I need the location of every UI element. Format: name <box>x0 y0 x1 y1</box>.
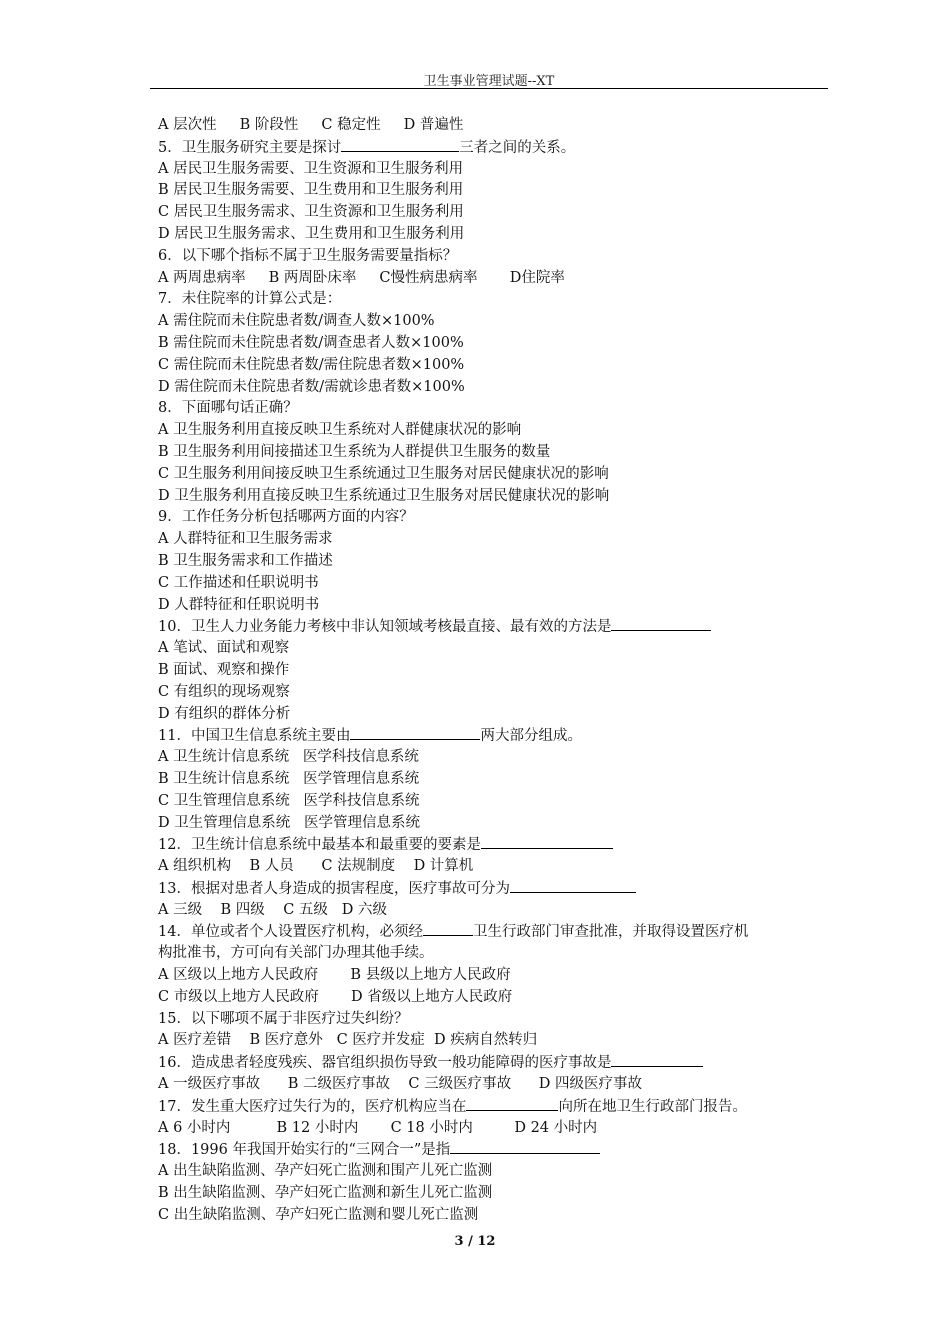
answer-blank <box>510 878 636 893</box>
text-line <box>158 1139 830 1161</box>
line-text: 构批准书，方可向有关部门办理其他手续。 <box>158 945 434 962</box>
text-line <box>158 616 830 638</box>
text-line <box>158 747 830 769</box>
answer-blank <box>466 1096 558 1111</box>
line-text: 18．1996 年我国开始实行的“三网合一”是指 <box>158 1142 451 1159</box>
line-text: B 需住院而未住院患者数/调查患者人数×100% <box>158 334 464 351</box>
line-text: A 居民卫生服务需要、卫生资源和卫生服务利用 <box>158 160 464 177</box>
line-text: 17．发生重大医疗过失行为的，医疗机构应当在 <box>158 1098 467 1115</box>
line-text-after-blank: 三者之间的关系。 <box>459 139 576 156</box>
line-text: 13．根据对患者人身造成的损害程度，医疗事故可分为 <box>158 880 510 897</box>
line-text: C 工作描述和任职说明书 <box>158 574 319 591</box>
answer-blank <box>481 834 613 849</box>
text-line <box>158 420 830 442</box>
text-line <box>158 159 830 181</box>
text-line <box>158 834 830 856</box>
text-line <box>158 1205 830 1227</box>
line-text: D 人群特征和任职说明书 <box>158 596 320 613</box>
line-text: B 出生缺陷监测、孕产妇死亡监测和新生儿死亡监测 <box>158 1185 493 1202</box>
text-line <box>158 1118 830 1140</box>
line-text: A 层次性 B 阶段性 C 稳定性 D 普遍性 <box>158 117 464 133</box>
line-text: 9．工作任务分析包括哪两方面的内容？ <box>158 509 414 526</box>
text-line <box>158 638 830 660</box>
line-text: A 一级医疗事故 B 二级医疗事故 C 三级医疗事故 D 四级医疗事故 <box>158 1076 643 1093</box>
text-line <box>158 224 830 246</box>
answer-blank <box>450 1139 600 1154</box>
text-line <box>158 507 830 529</box>
line-text: A 6 小时内 B 12 小时内 C 18 小时内 D 24 小时内 <box>158 1119 598 1136</box>
line-text: A 卫生服务利用直接反映卫生系统对人群健康状况的影响 <box>158 422 522 439</box>
text-line <box>158 202 830 224</box>
document-body <box>158 115 830 1227</box>
line-text: 10．卫生人力业务能力考核中非认知领域考核最直接、最有效的方法是 <box>158 619 612 636</box>
text-line <box>158 268 830 290</box>
line-text: C 出生缺陷监测、孕产妇死亡监测和婴儿死亡监测 <box>158 1206 479 1223</box>
text-line <box>158 856 830 878</box>
text-line <box>158 813 830 835</box>
line-text: A 区级以上地方人民政府 B 县级以上地方人民政府 <box>158 967 511 984</box>
header-rule <box>150 88 828 89</box>
line-text: 6．以下哪个指标不属于卫生服务需要量指标？ <box>158 247 458 264</box>
line-text: 15．以下哪项不属于非医疗过失纠纷？ <box>158 1010 409 1027</box>
text-line <box>158 377 830 399</box>
text-line <box>158 682 830 704</box>
text-line <box>158 595 830 617</box>
answer-blank <box>341 137 459 152</box>
line-text-after-blank: 卫生行政部门审查批准，并取得设置医疗机 <box>472 924 749 941</box>
answer-blank <box>611 1052 703 1067</box>
line-text: 12．卫生统计信息系统中最基本和最重要的要素是 <box>158 837 481 854</box>
line-text-after-blank: 两大部分组成。 <box>480 728 582 745</box>
line-text-after-blank: 向所在地卫生行政部门报告。 <box>558 1098 747 1115</box>
line-text: B 居民卫生服务需要、卫生费用和卫生服务利用 <box>158 182 464 199</box>
text-line <box>158 486 830 508</box>
line-text: 11．中国卫生信息系统主要由 <box>158 728 351 745</box>
text-line <box>158 1183 830 1205</box>
line-text: 14．单位或者个人设置医疗机构，必须经 <box>158 924 423 941</box>
text-line <box>158 1096 830 1118</box>
text-line <box>158 1161 830 1183</box>
line-text: C 市级以上地方人民政府 D 省级以上地方人民政府 <box>158 988 513 1005</box>
line-text: 8．下面哪句话正确？ <box>158 400 298 417</box>
text-line <box>158 355 830 377</box>
text-line <box>158 442 830 464</box>
line-text: C 卫生管理信息系统 医学科技信息系统 <box>158 792 420 809</box>
text-line <box>158 529 830 551</box>
answer-blank <box>350 725 480 740</box>
text-line <box>158 791 830 813</box>
text-line <box>158 115 830 137</box>
line-text: A 出生缺陷监测、孕产妇死亡监测和围产儿死亡监测 <box>158 1163 493 1180</box>
text-line <box>158 137 830 159</box>
text-line <box>158 921 830 943</box>
line-text: B 面试、观察和操作 <box>158 661 290 678</box>
line-text: C 需住院而未住院患者数/需住院患者数×100% <box>158 356 465 373</box>
text-line <box>158 1052 830 1074</box>
line-text: 16．造成患者轻度残疾、器官组织损伤导致一般功能障碍的医疗事故是 <box>158 1055 612 1072</box>
line-text: D 居民卫生服务需求、卫生费用和卫生服务利用 <box>158 225 465 242</box>
text-line <box>158 246 830 268</box>
line-text: A 两周患病率 B 两周卧床率 C慢性病患病率 D住院率 <box>158 269 565 286</box>
line-text: 7．未住院率的计算公式是： <box>158 291 342 308</box>
line-text: B 卫生服务需求和工作描述 <box>158 552 333 569</box>
line-text: B 卫生服务利用间接描述卫生系统为人群提供卫生服务的数量 <box>158 443 551 460</box>
line-text: C 有组织的现场观察 <box>158 683 290 700</box>
line-text: C 居民卫生服务需求、卫生资源和卫生服务利用 <box>158 204 464 221</box>
text-line <box>158 1030 830 1052</box>
text-line <box>158 660 830 682</box>
text-line <box>158 464 830 486</box>
line-text: A 笔试、面试和观察 <box>158 640 290 657</box>
line-text: A 人群特征和卫生服务需求 <box>158 531 333 548</box>
text-line <box>158 398 830 420</box>
text-line <box>158 900 830 922</box>
page-number: 3 / 12 <box>454 1234 496 1249</box>
text-line <box>158 289 830 311</box>
text-line <box>158 1074 830 1096</box>
answer-blank <box>611 616 711 631</box>
text-line <box>158 311 830 333</box>
text-line <box>158 769 830 791</box>
text-line <box>158 987 830 1009</box>
line-text: 5．卫生服务研究主要是探讨 <box>158 139 342 156</box>
line-text: D 需住院而未住院患者数/需就诊患者数×100% <box>158 378 465 395</box>
text-line <box>158 551 830 573</box>
line-text: D 有组织的群体分析 <box>158 705 291 722</box>
line-text: A 需住院而未住院患者数/调查人数×100% <box>158 313 435 330</box>
text-line <box>158 333 830 355</box>
text-line <box>158 943 830 965</box>
line-text: A 组织机构 B 人员 C 法规制度 D 计算机 <box>158 858 474 875</box>
line-text: C 卫生服务利用间接反映卫生系统通过卫生服务对居民健康状况的影响 <box>158 465 609 482</box>
line-text: A 三级 B 四级 C 五级 D 六级 <box>158 901 387 918</box>
text-line <box>158 1009 830 1031</box>
text-line <box>158 878 830 900</box>
text-line <box>158 180 830 202</box>
text-line <box>158 725 830 747</box>
line-text: A 卫生统计信息系统 医学科技信息系统 <box>158 749 419 766</box>
line-text: D 卫生管理信息系统 医学管理信息系统 <box>158 814 421 831</box>
line-text: A 医疗差错 B 医疗意外 C 医疗并发症 D 疾病自然转归 <box>158 1032 538 1049</box>
text-line <box>158 573 830 595</box>
line-text: B 卫生统计信息系统 医学管理信息系统 <box>158 770 420 787</box>
answer-blank <box>423 921 473 936</box>
line-text: D 卫生服务利用直接反映卫生系统通过卫生服务对居民健康状况的影响 <box>158 487 610 504</box>
text-line <box>158 704 830 726</box>
page-header-title: 卫生事业管理试题--XT <box>423 74 555 89</box>
text-line <box>158 965 830 987</box>
